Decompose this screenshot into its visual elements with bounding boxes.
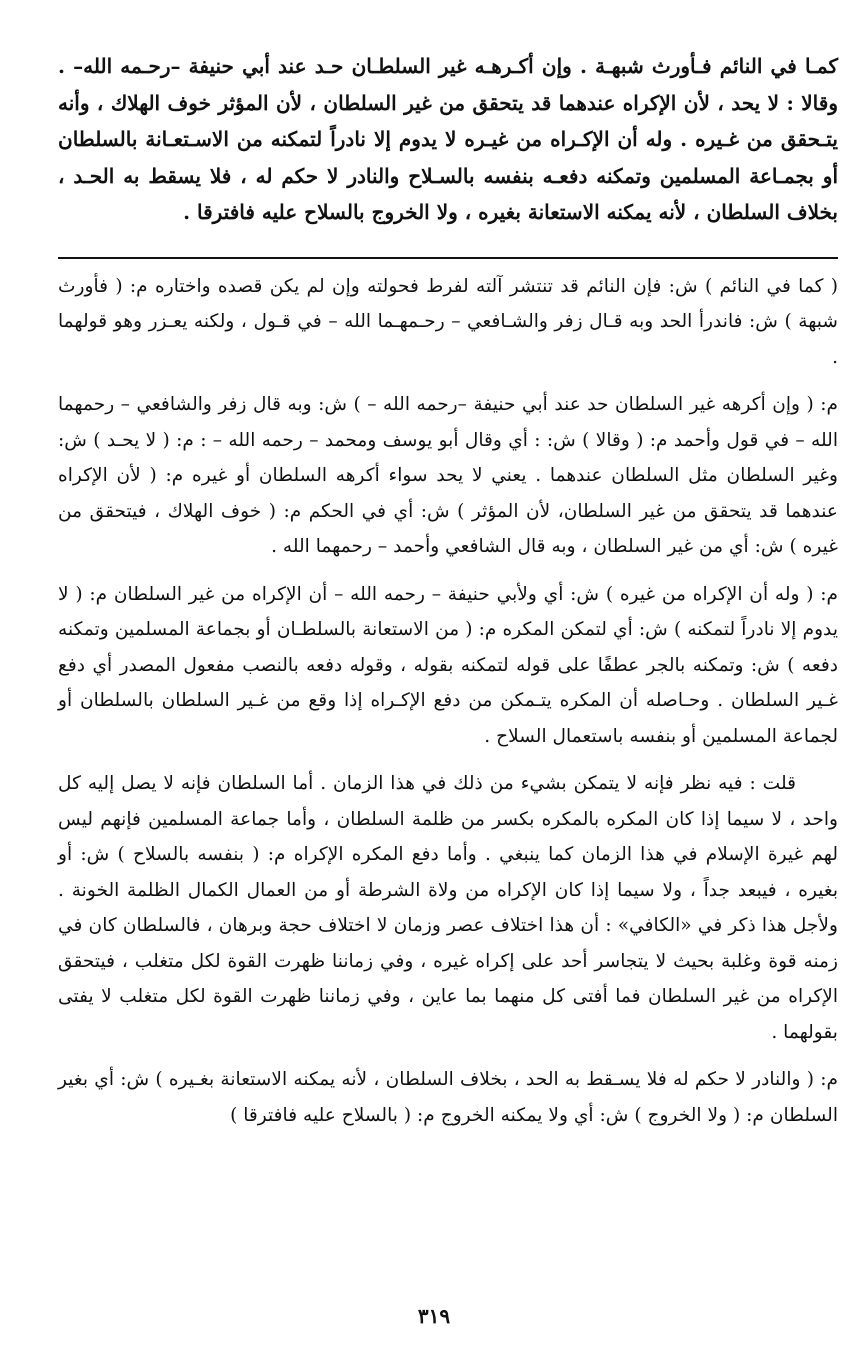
commentary-paragraph: م: ( والنادر لا حكم له فلا يسـقط به الحد ، بخلاف السلطان ، لأنه يمكنه الاستعانة بغـيره ) ش: أي بغير السلطان م: ( ولا الخروج ) ش: أي ولا يمكنه الخروج م: ( بالسلاح عليه فافترقا )	[58, 1069, 838, 1126]
commentary-paragraph: م: ( وإن أكرهه غير السلطان حد عند أبي حنيفة –رحمه الله – ) ش: وبه قال زفر والشافعي – رحمهما الله – في قول وأحمد م: ( وقالا ) ش: : أي وقال أبو يوسف ومحمد – رحمه الله – : م: ( لا يحـد ) ش: وغير السلطان مثل السلطان عندهما . يعني لا يحد سواء أكرهه السلطان أو غيره م: ( لأن الإكراه عندهما قد يتحقق من غير السلطان، لأن المؤثر ) ش: أي في الحكم م: ( خوف الهلاك ، فيتحقق من غيره ) ش: أي من غير السلطان ، وبه قال الشافعي وأحمد – رحمهما الله .	[58, 394, 838, 557]
separator-line	[58, 257, 838, 259]
commentary	[58, 269, 838, 1134]
page-number: ٣١٩	[417, 1304, 451, 1328]
commentary-paragraph: ( كما في النائم ) ش: فإن النائم قد تنتشر آلته لفرط فحولته وإن لم يكن قصده واختاره م: ( فأورث شبهة ) ش: فاندرأ الحد وبه قـال زفر والشـافعي – رحـمهـما الله – في قـول ، ولكنه يعـزر وهو قولهما .	[58, 275, 838, 368]
commentary-paragraph: قلت : فيه نظر فإنه لا يتمكن بشيء من ذلك في هذا الزمان . أما السلطان فإنه لا يصل إليه كل واحد ، لا سيما إذا كان المكره بالمكره بكسر من ظلمة السلطان ، وأما جماعة المسلمين فإنهم ليس لهم غيرة الإسلام في هذا الزمان كما ينبغي . وأما دفع المكره الإكراه م: ( بنفسه بالسلاح ) ش: أو بغيره ، فيبعد جداً ، ولا سيما إذا كان الإكراه من ولاة الشرطة أو من العمال الكمال الظلمة الخونة . ولأجل هذا ذكر في «الكافي» : أن هذا اختلاف عصر وزمان لا اختلاف حجة وبرهان ، فالسلطان كان في زمنه قوة وغلبة بحيث لا يتجاسر أحد على إكراه غيره ، وفي زماننا ظهرت القوة لكل متغلب ، فيتحقق الإكراه من غير السلطان فما أفتى كل منهما بما عاين ، وفي زماننا ظهرت القوة لكل متغلب لا يفتى بقولهما .	[58, 773, 838, 1043]
page-content	[58, 48, 838, 1145]
commentary-paragraph: م: ( وله أن الإكراه من غيره ) ش: أي ولأبي حنيفة – رحمه الله – أن الإكراه من غير السلطان م: ( لا يدوم إلا نادراً لتمكنه ) ش: أي لتمكن المكره م: ( من الاستعانة بالسلطـان أو بجماعة المسلمين وتمكنه دفعه ) ش: وتمكنه بالجر عطفًا على قوله لتمكنه بقوله ، وقوله دفعه بالنصب مفعول المصدر أي دفع غـير السلطان . وحـاصله أن المكره يتـمكن من دفع الإكـراه إذا وقع من غـير السلطان بالسلطان أو لجماعة المسلمين أو بنفسه باستعمال السلاح .	[58, 583, 838, 747]
main-text: كمـا في النائم فـأورث شبهـة . وإن أكـرهـه غير السلطـان حـد عند أبي حنيفة –رحـمه الله– . وقالا : لا يحد ، لأن الإكراه عندهما قد يتحقق من غير السلطان ، لأن المؤثر خوف الهلاك ، وأنه يتـحقق من غـيره . وله أن الإكـراه من غيـره لا يدوم إلا نادراً لتمكنه من الاسـتعـانة بالسلطان أو بجمـاعة المسلمين وتمكنه دفعـه بنفسه بالسـلاح والنادر لا حكم له ، فلا يسقط به الحـد ، بخلاف السلطان ، لأنه يمكنه الاستعانة بغيره ، ولا الخروج بالسلاح عليه فافترقا .	[58, 54, 838, 224]
